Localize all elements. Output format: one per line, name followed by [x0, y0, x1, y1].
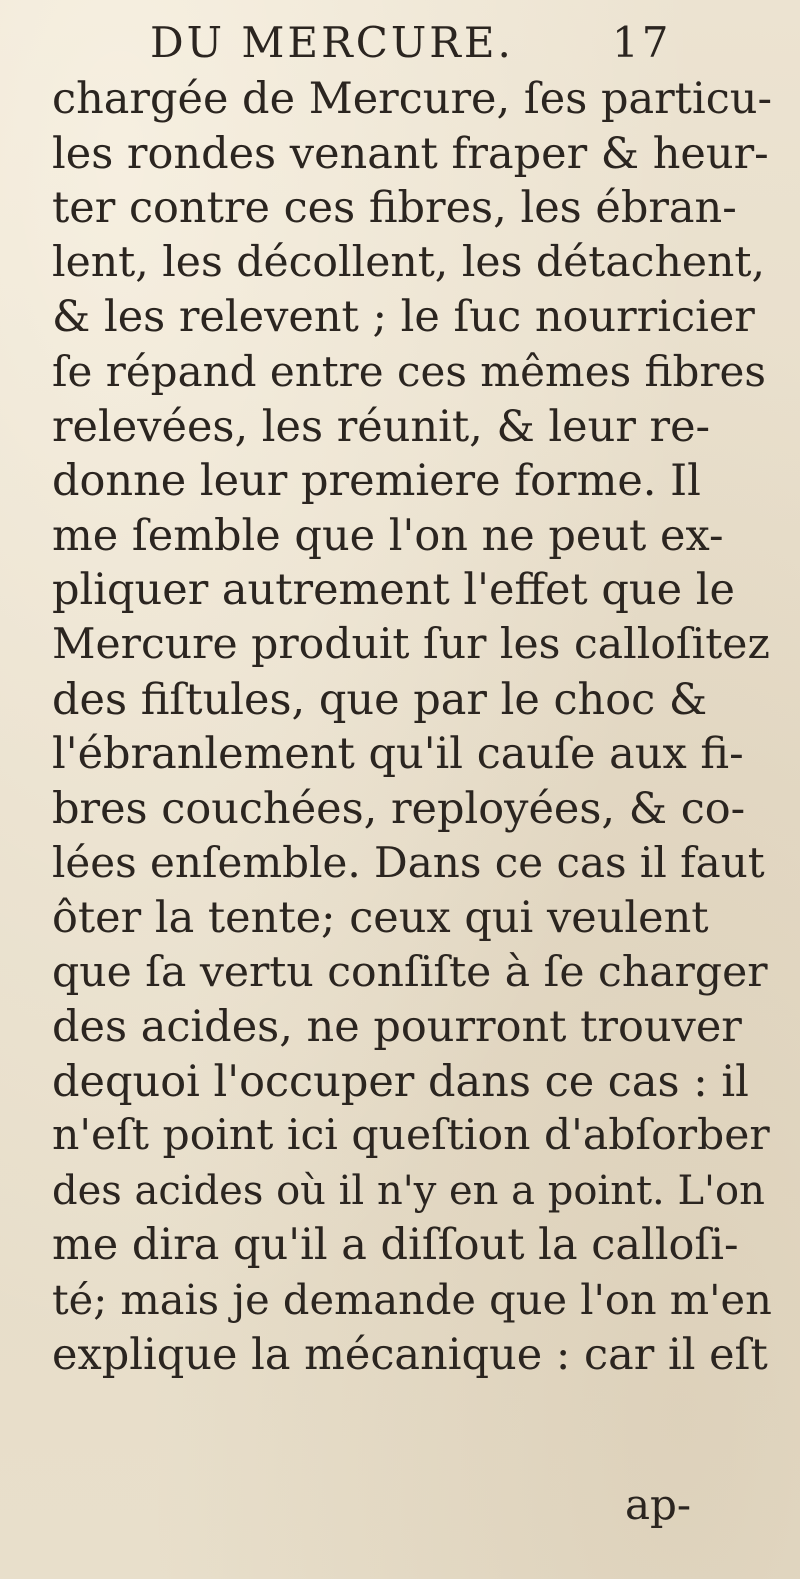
text-line: des acides, ne pourront trouver	[52, 1002, 742, 1053]
text-line: l'ébranlement qu'il cauſe aux fi-	[52, 729, 744, 780]
running-title: DU MERCURE.	[150, 18, 514, 67]
text-line: explique la mécanique : car il eſt	[52, 1329, 768, 1380]
text-line: donne leur premiere forme. Il	[52, 456, 701, 507]
text-line: ſe répand entre ces mêmes fibres	[52, 346, 766, 396]
text-line: pliquer autrement l'effet que le	[52, 565, 735, 616]
text-line: relevées, les réunit, & leur re-	[52, 401, 711, 452]
text-line: & les relevent ; le ſuc nourricier	[52, 292, 755, 343]
text-line: chargée de Mercure, ſes particu-	[52, 74, 772, 124]
text-line: des acides où il n'y en a point. L'on	[52, 1167, 765, 1214]
text-line: bres couchées, reployées, & co-	[52, 783, 746, 834]
text-line: n'eſt point ici queſtion d'abſorber	[52, 1111, 770, 1161]
text-line: me ſemble que l'on ne peut ex-	[52, 510, 724, 561]
page-header	[150, 18, 750, 78]
text-line: ter contre ces fibres, les ébran-	[52, 183, 737, 234]
page-number: 17	[612, 18, 672, 67]
text-line: des fiſtules, que par le choc &	[52, 674, 708, 725]
text-line: lent, les décollent, les détachent,	[52, 237, 765, 287]
body-text	[52, 72, 772, 1382]
text-line: les rondes venant fraper & heur-	[52, 128, 769, 179]
text-line: lées enſemble. Dans ce cas il faut	[52, 838, 765, 888]
text-line: té; mais je demande que l'on m'en	[52, 1275, 772, 1325]
text-line: ôter la tente; ceux qui veulent	[52, 892, 709, 943]
text-line: dequoi l'occuper dans ce cas : il	[52, 1056, 749, 1107]
text-line: que ſa vertu conſiſte à ſe charger	[52, 947, 768, 997]
text-line: me dira qu'il a diſſout la calloſi-	[52, 1220, 739, 1271]
catchword: ap-	[625, 1480, 692, 1529]
text-line: Mercure produit ſur les calloſitez	[52, 619, 770, 669]
